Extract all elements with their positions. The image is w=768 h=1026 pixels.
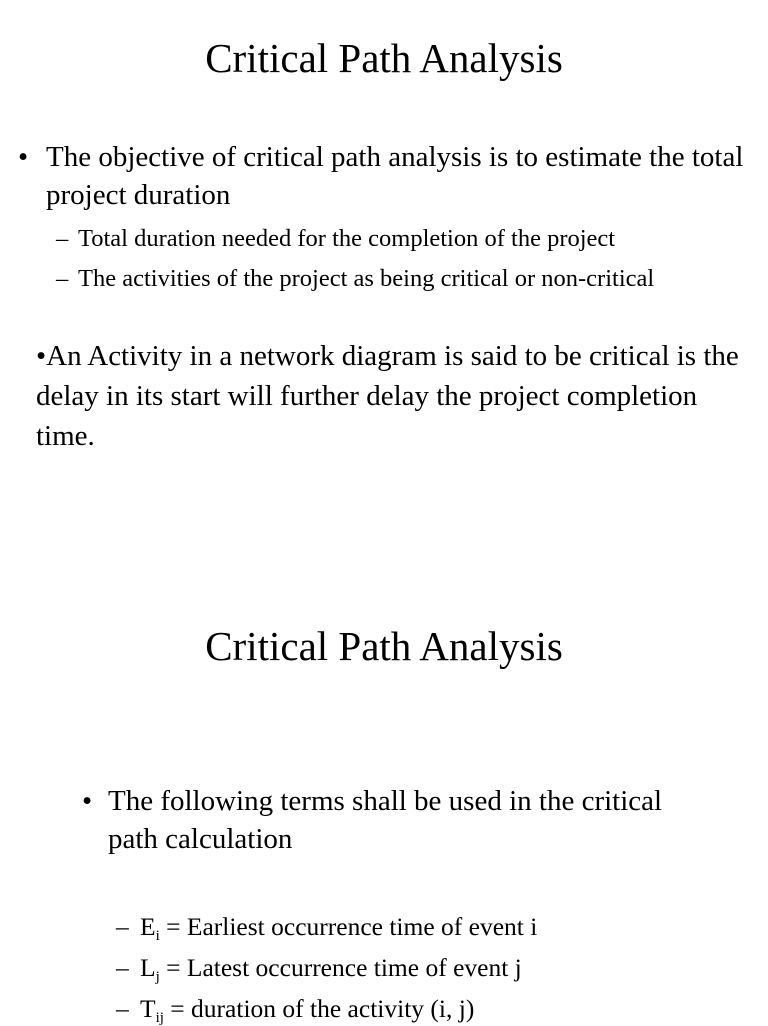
sub-item-critical-activities: [56, 264, 654, 294]
term-subscript: ij: [155, 1010, 164, 1026]
sub-item-text: Total duration needed for the completion of the project: [78, 225, 616, 252]
dash-marker: –: [116, 912, 129, 941]
bullet-terms-intro: [82, 782, 682, 858]
sub-item-total-duration: [56, 224, 615, 254]
term-symbol: T: [140, 994, 156, 1023]
dash-marker: –: [56, 225, 69, 252]
term-latest-occurrence: [116, 953, 522, 983]
sub-item-text: The activities of the project as being critical or non-critical: [78, 265, 655, 292]
dash-marker: –: [116, 994, 129, 1023]
bullet-marker: •: [82, 785, 93, 817]
bullet-text: The following terms shall be used in the critical path calculation: [108, 785, 663, 855]
term-earliest-occurrence: [116, 912, 537, 942]
term-subscript: i: [155, 928, 160, 944]
term-definition: = Earliest occurrence time of event i: [159, 912, 538, 941]
term-symbol: L: [140, 953, 156, 982]
term-subscript: j: [155, 969, 160, 985]
bullet-objective: [18, 138, 758, 214]
slide-title: Critical Path Analysis: [205, 35, 563, 81]
term-activity-duration: [116, 994, 474, 1024]
term-symbol: E: [140, 912, 156, 941]
dash-marker: –: [56, 265, 69, 292]
term-definition: = Latest occurrence time of event j: [159, 953, 522, 982]
critical-activity-definition: •An Activity in a network diagram is said to be critical is the delay in its start will further delay the project completion time.: [36, 340, 739, 452]
bullet-text: The objective of critical path analysis is to estimate the total project duration: [46, 141, 744, 211]
dash-marker: –: [116, 953, 129, 982]
slide-critical-path-terms: [0, 512, 768, 1024]
slide-critical-path-intro: [0, 0, 768, 512]
slide-title: Critical Path Analysis: [205, 623, 563, 669]
term-definition: = duration of the activity (i, j): [163, 994, 475, 1023]
bullet-marker: •: [18, 141, 29, 173]
